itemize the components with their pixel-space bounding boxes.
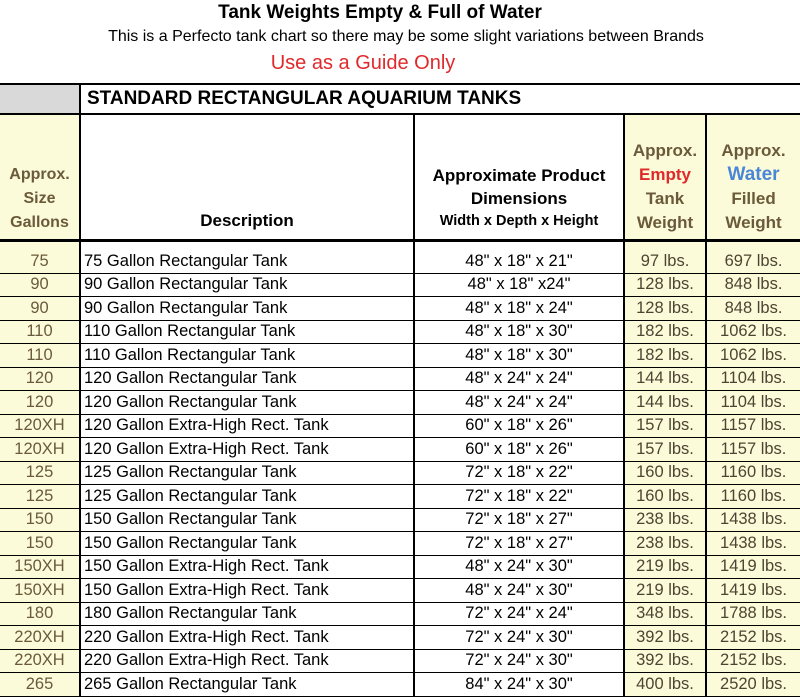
empty-header-line-2: Empty [639, 165, 691, 184]
empty-weight-cell: 219 lbs. [624, 555, 706, 579]
table-row [0, 250, 800, 273]
tank-description-cell: 150 Gallon Extra-High Rect. Tank [80, 579, 414, 603]
table-row [0, 391, 800, 415]
empty-weight-cell: 238 lbs. [624, 508, 706, 532]
empty-weight-cell: 144 lbs. [624, 391, 706, 415]
table-row [0, 273, 800, 297]
tank-size-cell: 150 [0, 508, 80, 532]
empty-weight-cell: 128 lbs. [624, 273, 706, 297]
tank-dimensions-cell: 84" x 24" x 30" [414, 673, 624, 697]
column-header-dimensions [414, 114, 624, 241]
tank-description-cell: 90 Gallon Rectangular Tank [80, 273, 414, 297]
tank-weights-table [0, 83, 800, 697]
empty-weight-cell: 157 lbs. [624, 414, 706, 438]
column-header-full-weight [706, 114, 800, 241]
empty-weight-cell: 392 lbs. [624, 649, 706, 673]
table-row [0, 414, 800, 438]
empty-header-line-4: Weight [636, 213, 694, 232]
filled-weight-cell: 1788 lbs. [706, 602, 800, 626]
tank-description-cell: 150 Gallon Rectangular Tank [80, 508, 414, 532]
filled-weight-cell: 1438 lbs. [706, 532, 800, 556]
table-row [0, 673, 800, 697]
tank-dimensions-cell: 48" x 24" x 24" [414, 391, 624, 415]
empty-weight-cell: 160 lbs. [624, 461, 706, 485]
empty-weight-cell: 182 lbs. [624, 320, 706, 344]
column-header-size [0, 114, 80, 241]
column-header-description: Description [80, 114, 414, 241]
tank-dimensions-cell: 48" x 24" x 30" [414, 555, 624, 579]
dimensions-header-line-1: Approximate Product [432, 166, 606, 185]
tank-description-cell: 110 Gallon Rectangular Tank [80, 344, 414, 368]
tank-dimensions-cell: 72" x 24" x 30" [414, 626, 624, 650]
tank-dimensions-cell: 72" x 18" x 27" [414, 508, 624, 532]
tank-description-cell: 120 Gallon Rectangular Tank [80, 391, 414, 415]
tank-dimensions-cell: 48" x 18" x 30" [414, 344, 624, 368]
tank-size-cell: 220XH [0, 649, 80, 673]
empty-header-line-1: Approx. [632, 141, 698, 160]
filled-weight-cell: 2520 lbs. [706, 673, 800, 697]
tank-dimensions-cell: 48" x 18" x24" [414, 273, 624, 297]
table-row [0, 626, 800, 650]
empty-weight-cell: 157 lbs. [624, 438, 706, 462]
table-banner: STANDARD RECTANGULAR AQUARIUM TANKS [80, 84, 800, 114]
table-row [0, 579, 800, 603]
tank-description-cell: 125 Gallon Rectangular Tank [80, 485, 414, 509]
table-row [0, 555, 800, 579]
tank-description-cell: 180 Gallon Rectangular Tank [80, 602, 414, 626]
tank-size-cell: 265 [0, 673, 80, 697]
size-header-line-2: Size [23, 190, 56, 207]
tank-description-cell: 150 Gallon Rectangular Tank [80, 532, 414, 556]
empty-weight-cell: 238 lbs. [624, 532, 706, 556]
spacer-cell [0, 241, 80, 251]
tank-size-cell: 90 [0, 297, 80, 321]
tank-description-cell: 90 Gallon Rectangular Tank [80, 297, 414, 321]
table-row [0, 649, 800, 673]
tank-description-cell: 110 Gallon Rectangular Tank [80, 320, 414, 344]
tank-dimensions-cell: 72" x 24" x 24" [414, 602, 624, 626]
size-header-line-1: Approx. [9, 166, 70, 183]
spacer-cell [706, 241, 800, 251]
empty-weight-cell: 400 lbs. [624, 673, 706, 697]
spacer-cell [414, 241, 624, 251]
tank-description-cell: 120 Gallon Rectangular Tank [80, 367, 414, 391]
table-row [0, 508, 800, 532]
tank-size-cell: 90 [0, 273, 80, 297]
filled-weight-cell: 848 lbs. [706, 273, 800, 297]
tank-size-cell: 110 [0, 344, 80, 368]
tank-dimensions-cell: 72" x 18" x 22" [414, 485, 624, 509]
tank-size-cell: 125 [0, 461, 80, 485]
table-row [0, 344, 800, 368]
tank-description-cell: 150 Gallon Extra-High Rect. Tank [80, 555, 414, 579]
full-header-line-2: Water [727, 164, 780, 185]
guide-notice: Use as a Guide Only [270, 52, 456, 74]
table-row [0, 485, 800, 509]
size-header-line-3: Gallons [10, 214, 69, 231]
tank-dimensions-cell: 48" x 18" x 24" [414, 297, 624, 321]
tank-dimensions-cell: 48" x 24" x 24" [414, 367, 624, 391]
banner-blank-cell [0, 84, 80, 114]
table-spacer-row [0, 241, 800, 251]
tank-description-cell: 220 Gallon Extra-High Rect. Tank [80, 626, 414, 650]
empty-weight-cell: 97 lbs. [624, 250, 706, 273]
table-row [0, 297, 800, 321]
filled-weight-cell: 1062 lbs. [706, 344, 800, 368]
tank-size-cell: 120XH [0, 438, 80, 462]
tank-dimensions-cell: 48" x 24" x 30" [414, 579, 624, 603]
tank-size-cell: 180 [0, 602, 80, 626]
tank-dimensions-cell: 48" x 18" x 30" [414, 320, 624, 344]
filled-weight-cell: 1438 lbs. [706, 508, 800, 532]
tank-dimensions-cell: 48" x 18" x 21" [414, 250, 624, 273]
tank-size-cell: 120XH [0, 414, 80, 438]
tank-size-cell: 150XH [0, 555, 80, 579]
dimensions-header-line-2: Dimensions [470, 189, 568, 208]
filled-weight-cell: 1157 lbs. [706, 438, 800, 462]
filled-weight-cell: 1062 lbs. [706, 320, 800, 344]
tank-description-cell: 265 Gallon Rectangular Tank [80, 673, 414, 697]
table-row [0, 438, 800, 462]
empty-header-line-3: Tank [645, 189, 685, 208]
tank-dimensions-cell: 72" x 24" x 30" [414, 649, 624, 673]
table-row [0, 367, 800, 391]
spacer-cell [624, 241, 706, 251]
filled-weight-cell: 2152 lbs. [706, 626, 800, 650]
page-title: Tank Weights Empty & Full of Water [218, 2, 542, 23]
tank-size-cell: 120 [0, 391, 80, 415]
tank-size-cell: 125 [0, 485, 80, 509]
filled-weight-cell: 2152 lbs. [706, 649, 800, 673]
tank-dimensions-cell: 60" x 18" x 26" [414, 414, 624, 438]
tank-size-cell: 110 [0, 320, 80, 344]
filled-weight-cell: 697 lbs. [706, 250, 800, 273]
filled-weight-cell: 848 lbs. [706, 297, 800, 321]
page-subtitle: This is a Perfecto tank chart so there may be some slight variations between Brands [108, 28, 704, 45]
column-header-empty-weight [624, 114, 706, 241]
tank-size-cell: 150XH [0, 579, 80, 603]
tank-description-cell: 75 Gallon Rectangular Tank [80, 250, 414, 273]
table-header-row [0, 114, 800, 241]
tank-description-cell: 220 Gallon Extra-High Rect. Tank [80, 649, 414, 673]
empty-weight-cell: 182 lbs. [624, 344, 706, 368]
tank-size-cell: 120 [0, 367, 80, 391]
filled-weight-cell: 1157 lbs. [706, 414, 800, 438]
tank-description-cell: 125 Gallon Rectangular Tank [80, 461, 414, 485]
tank-description-cell: 120 Gallon Extra-High Rect. Tank [80, 414, 414, 438]
tank-dimensions-cell: 72" x 18" x 22" [414, 461, 624, 485]
empty-weight-cell: 128 lbs. [624, 297, 706, 321]
filled-weight-cell: 1160 lbs. [706, 485, 800, 509]
empty-weight-cell: 219 lbs. [624, 579, 706, 603]
tank-dimensions-cell: 60" x 18" x 26" [414, 438, 624, 462]
table-row [0, 602, 800, 626]
full-header-line-1: Approx. [721, 141, 786, 160]
full-header-line-4: Weight [725, 213, 782, 232]
empty-weight-cell: 392 lbs. [624, 626, 706, 650]
empty-weight-cell: 160 lbs. [624, 485, 706, 509]
filled-weight-cell: 1419 lbs. [706, 579, 800, 603]
full-header-line-3: Filled [731, 189, 776, 208]
table-row [0, 532, 800, 556]
tank-size-cell: 220XH [0, 626, 80, 650]
filled-weight-cell: 1419 lbs. [706, 555, 800, 579]
tank-description-cell: 120 Gallon Extra-High Rect. Tank [80, 438, 414, 462]
dimensions-header-line-3: Width x Depth x Height [439, 213, 599, 229]
tank-dimensions-cell: 72" x 18" x 27" [414, 532, 624, 556]
table-row [0, 461, 800, 485]
filled-weight-cell: 1104 lbs. [706, 391, 800, 415]
empty-weight-cell: 144 lbs. [624, 367, 706, 391]
tank-size-cell: 75 [0, 250, 80, 273]
table-banner-row [0, 84, 800, 114]
spacer-cell [80, 241, 414, 251]
table-row [0, 320, 800, 344]
filled-weight-cell: 1160 lbs. [706, 461, 800, 485]
filled-weight-cell: 1104 lbs. [706, 367, 800, 391]
empty-weight-cell: 348 lbs. [624, 602, 706, 626]
tank-size-cell: 150 [0, 532, 80, 556]
